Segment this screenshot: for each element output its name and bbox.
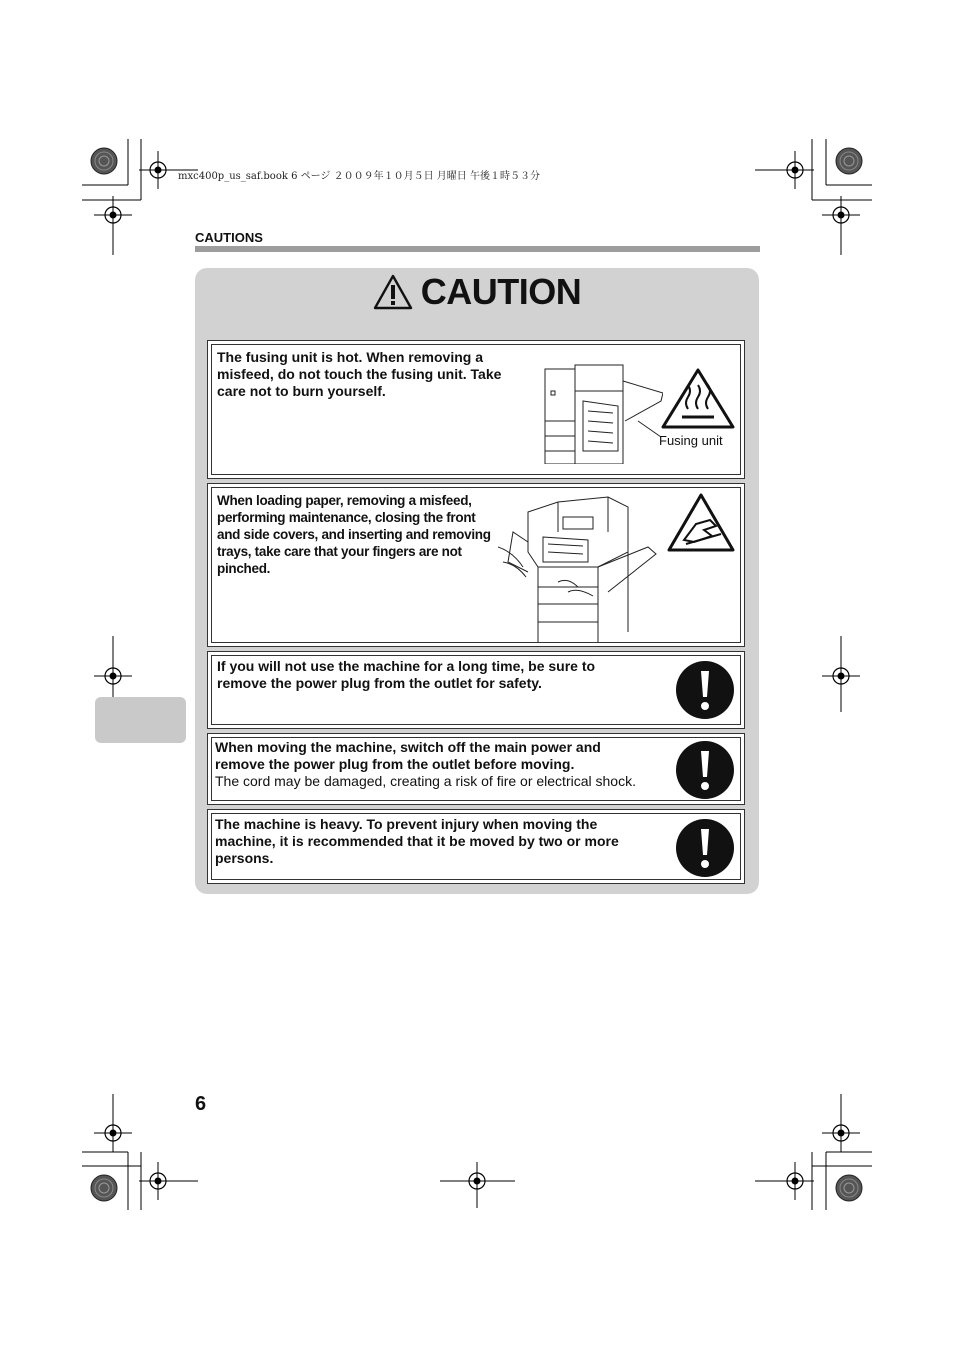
page-number: 6: [195, 1093, 207, 1115]
section-rule: [195, 246, 760, 252]
fusing-unit-illustration: [543, 361, 663, 464]
caution-subtext: The cord may be damaged, creating a risk of fire or electrical shock.: [215, 773, 636, 789]
fusing-unit-caption: Fusing unit: [659, 433, 723, 448]
caution-heading: [195, 272, 759, 312]
mandatory-action-icon: [675, 660, 735, 720]
hot-surface-warning-icon: [660, 367, 736, 431]
caution-item-fusing: [207, 340, 745, 479]
print-info: mxc400p_us_saf.book 6 ページ ２００９年１０月５日 月曜日 午後１時５３分: [178, 171, 540, 182]
caution-item-long-time: [207, 651, 745, 729]
mandatory-action-icon: [675, 740, 735, 800]
caution-item-moving-power: [207, 733, 745, 805]
caution-text: When moving the machine, switch off the main power and remove the power plug from the outlet before moving.: [215, 739, 601, 772]
section-title: CAUTIONS: [195, 230, 263, 245]
caution-text: The machine is heavy. To prevent injury when moving the machine, it is recommended that it be moved by two or more persons.: [215, 816, 619, 866]
caution-item-pinch: [207, 483, 745, 647]
caution-text: When loading paper, removing a misfeed, performing maintenance, closing the front and side covers, and inserting and removing trays, take care that your fingers are not pinched.: [217, 493, 491, 576]
chapter-tab: [95, 697, 186, 743]
pinch-warning-icon: [666, 492, 736, 554]
printer-open-illustration: [498, 492, 658, 642]
caution-text: The fusing unit is hot. When removing a misfeed, do not touch the fusing unit. Take care not to burn yourself.: [217, 349, 502, 399]
warning-triangle-icon: [373, 274, 413, 310]
caution-text: If you will not use the machine for a long time, be sure to remove the power plug from the outlet for safety.: [217, 658, 596, 691]
mandatory-action-icon: [675, 818, 735, 878]
caution-item-heavy: [207, 809, 745, 884]
caution-title: CAUTION: [420, 271, 582, 312]
